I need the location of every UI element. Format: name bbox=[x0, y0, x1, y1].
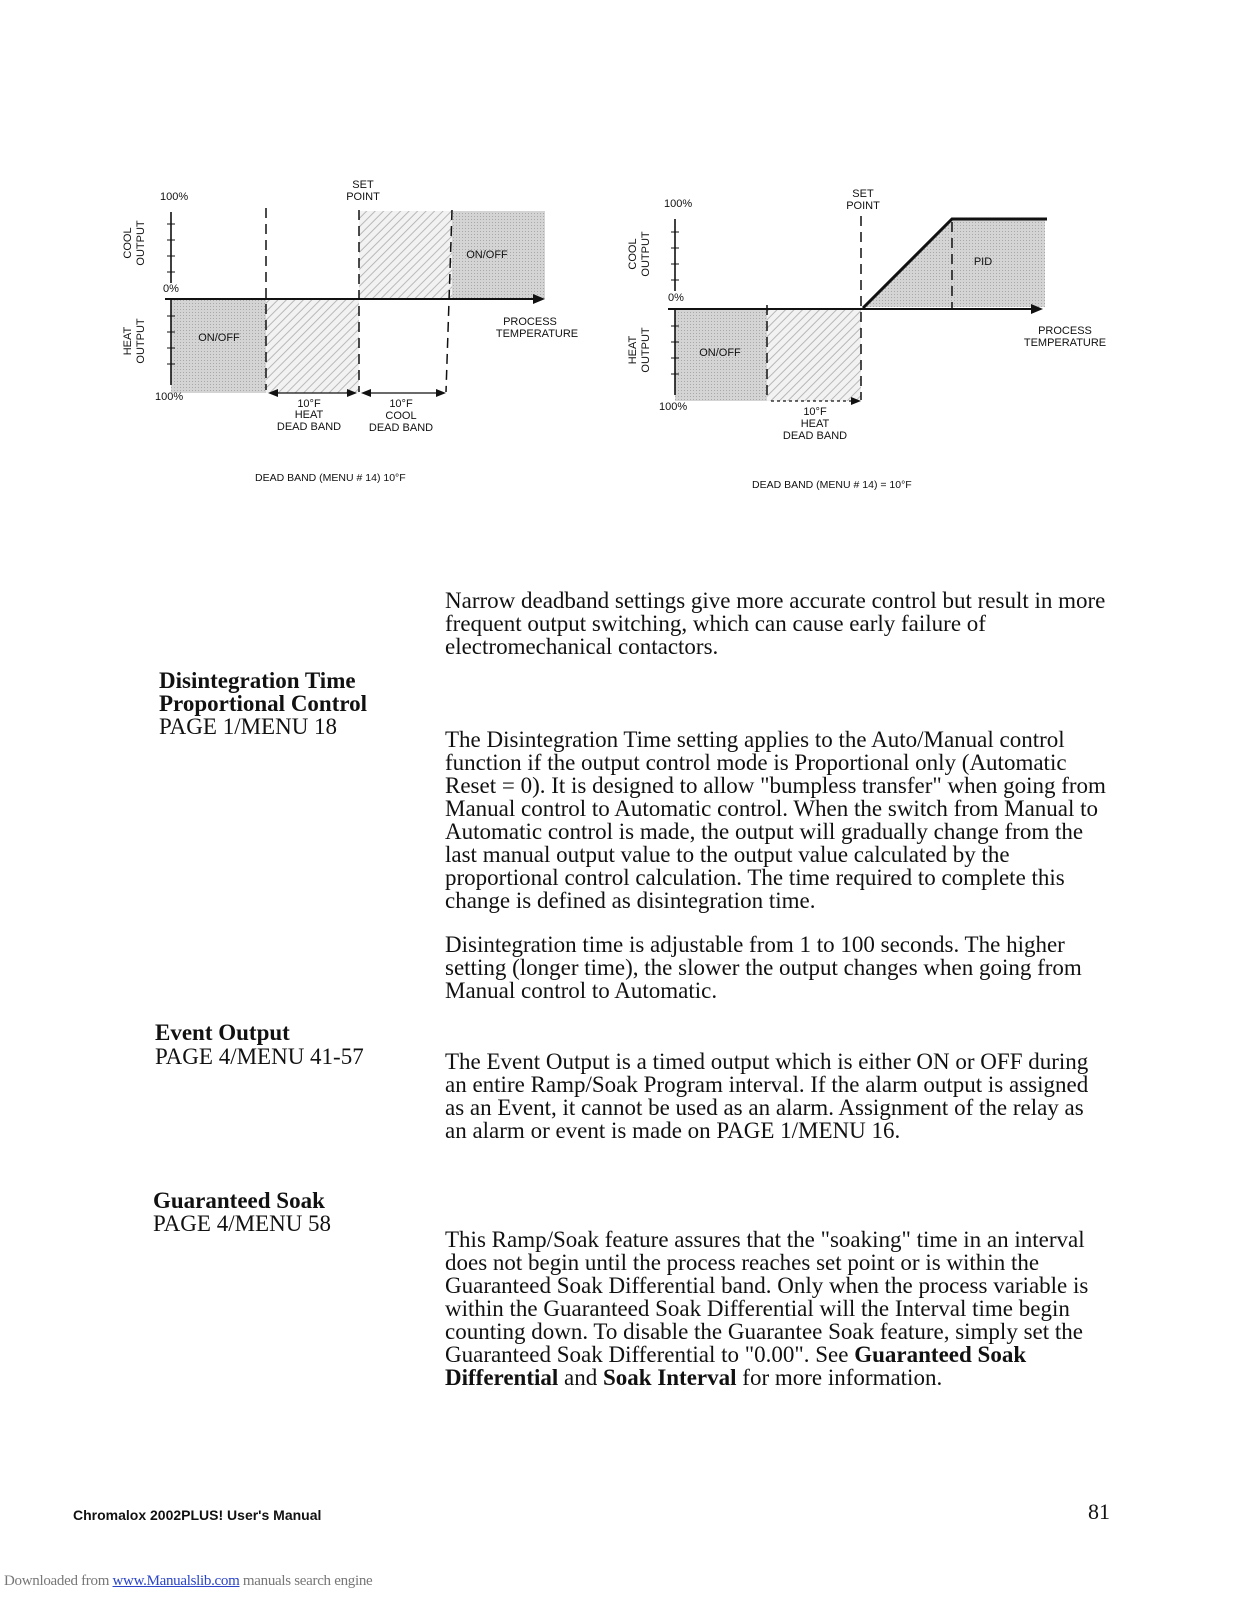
manual-title: Chromalox 2002PLUS! User's Manual bbox=[73, 1507, 322, 1523]
guaranteed-soak-differential-ref: Guaranteed Soak Differential bbox=[445, 1342, 1027, 1390]
right-pct-top: 100% bbox=[664, 198, 693, 210]
left-cool-band-label-2: COOL bbox=[385, 410, 417, 422]
left-heat-output-label-2: OUTPUT bbox=[135, 318, 147, 364]
right-pct-zero: 0% bbox=[668, 292, 684, 304]
right-process-label-2: TEMPERATURE bbox=[1023, 337, 1107, 349]
left-setpoint-label-2: POINT bbox=[346, 191, 380, 203]
download-notice bbox=[4, 1573, 372, 1590]
left-cool-output-label-2: OUTPUT bbox=[135, 220, 147, 266]
right-pid-region-label: PID bbox=[973, 256, 993, 268]
left-heat-band-label-2: HEAT bbox=[294, 409, 324, 421]
right-pid-region bbox=[863, 219, 1045, 307]
guaranteed-soak-heading: Guaranteed Soak bbox=[153, 1188, 325, 1213]
disintegration-menu-ref: PAGE 1/MENU 18 bbox=[159, 714, 338, 739]
left-process-label-2: TEMPERATURE bbox=[495, 328, 579, 340]
manualslib-link[interactable]: www.Manualslib.com bbox=[112, 1573, 240, 1589]
left-heat-region-label: ON/OFF bbox=[198, 332, 240, 344]
right-caption: DEAD BAND (MENU # 14) = 10°F bbox=[752, 479, 912, 491]
intro-paragraph: Narrow deadband settings give more accurate control but result in more frequent output switching, which can cause early failure of electromechanical contactors. bbox=[445, 588, 1106, 659]
left-pct-zero: 0% bbox=[163, 283, 179, 295]
guaranteed-soak-text-start: This Ramp/Soak feature assures that the "soaking" time in an interval does not begin until the process reaches set point or is within the Guaranteed Soak Differential band. Only when the process variable is within the Guaranteed Soak Differential will the Interval time begin counting down. To disable the Guarantee Soak feature, simply set the Guaranteed Soak Differential to "0.00". See bbox=[445, 1227, 1089, 1367]
right-heat-band-label-2: HEAT bbox=[800, 418, 830, 430]
right-heat-output-label-2: OUTPUT bbox=[640, 327, 652, 373]
deadband-diagrams bbox=[0, 0, 1237, 520]
soak-interval-ref: Soak Interval bbox=[602, 1365, 737, 1390]
left-caption: DEAD BAND (MENU # 14) 10°F bbox=[255, 472, 406, 484]
disintegration-paragraph-2: Disintegration time is adjustable from 1 to 100 seconds. The higher setting (longer time), the slower the output changes when going from Manual control to Automatic. bbox=[445, 932, 1082, 1003]
left-cool-deadband-hatch bbox=[359, 211, 452, 299]
right-deadband-diagram bbox=[627, 188, 1106, 491]
guaranteed-soak-text-mid: and bbox=[558, 1365, 603, 1390]
left-process-label-1: PROCESS bbox=[503, 316, 557, 328]
left-setpoint-label-1: SET bbox=[352, 179, 374, 191]
left-heat-onoff-region bbox=[171, 299, 266, 393]
left-pct-bottom: 100% bbox=[155, 391, 184, 403]
left-pct-top: 100% bbox=[160, 191, 189, 203]
page-number: 81 bbox=[1088, 1499, 1110, 1524]
download-suffix: manuals search engine bbox=[239, 1573, 373, 1589]
disintegration-heading-line-1: Disintegration Time bbox=[159, 668, 356, 693]
right-heat-region-label: ON/OFF bbox=[699, 347, 741, 359]
left-cool-band-label-1: 10°F bbox=[389, 398, 413, 410]
right-cool-output-label-1: COOL bbox=[627, 238, 639, 270]
right-heat-output-label-1: HEAT bbox=[627, 335, 639, 365]
right-cool-output-label-2: OUTPUT bbox=[640, 231, 652, 277]
left-deadband-diagram bbox=[122, 179, 578, 484]
left-heat-band-label-3: DEAD BAND bbox=[276, 421, 342, 433]
right-heat-band-label-1: 10°F bbox=[803, 406, 827, 418]
right-heat-deadband-hatch bbox=[767, 309, 861, 401]
download-prefix: Downloaded from bbox=[4, 1573, 113, 1589]
right-setpoint-label-2: POINT bbox=[846, 200, 880, 212]
disintegration-heading-line-2: Proportional Control bbox=[159, 691, 368, 716]
left-cool-band-label-3: DEAD BAND bbox=[368, 422, 434, 434]
guaranteed-soak-paragraph bbox=[445, 1228, 1110, 1389]
event-output-menu-ref: PAGE 4/MENU 41-57 bbox=[155, 1044, 364, 1069]
guaranteed-soak-text-end: for more information. bbox=[736, 1365, 943, 1390]
left-heat-band-label-1: 10°F bbox=[297, 398, 321, 410]
left-cool-output-label-1: COOL bbox=[122, 227, 134, 259]
right-process-label-1: PROCESS bbox=[1038, 325, 1092, 337]
right-setpoint-label-1: SET bbox=[852, 188, 874, 200]
event-output-heading: Event Output bbox=[155, 1020, 290, 1045]
left-heat-output-label-1: HEAT bbox=[122, 326, 134, 356]
guaranteed-soak-menu-ref: PAGE 4/MENU 58 bbox=[153, 1211, 332, 1236]
right-heat-band-label-3: DEAD BAND bbox=[782, 430, 848, 442]
left-heat-deadband-hatch bbox=[266, 299, 359, 393]
disintegration-paragraph-1: The Disintegration Time setting applies to the Auto/Manual control function if the output control mode is Proportional only (Automatic Reset = 0). It is designed to allow "bumpless transfer" when going from Manual control to Automatic control. When the switch from Manual to Automatic control is made, the output will gradually change from the last manual output value to the output value calculated by the proportional control calculation. The time required to complete this change is defined as disintegration time. bbox=[445, 727, 1106, 913]
right-pct-bottom: 100% bbox=[659, 401, 688, 413]
left-cool-region-label: ON/OFF bbox=[466, 249, 508, 261]
event-output-paragraph: The Event Output is a timed output which is either ON or OFF during an entire Ramp/Soak Program interval. If the alarm output is assigned as an Event, it cannot be used as an alarm. Assignment of the relay as an alarm or event is made on PAGE 1/MENU 16. bbox=[445, 1049, 1089, 1143]
